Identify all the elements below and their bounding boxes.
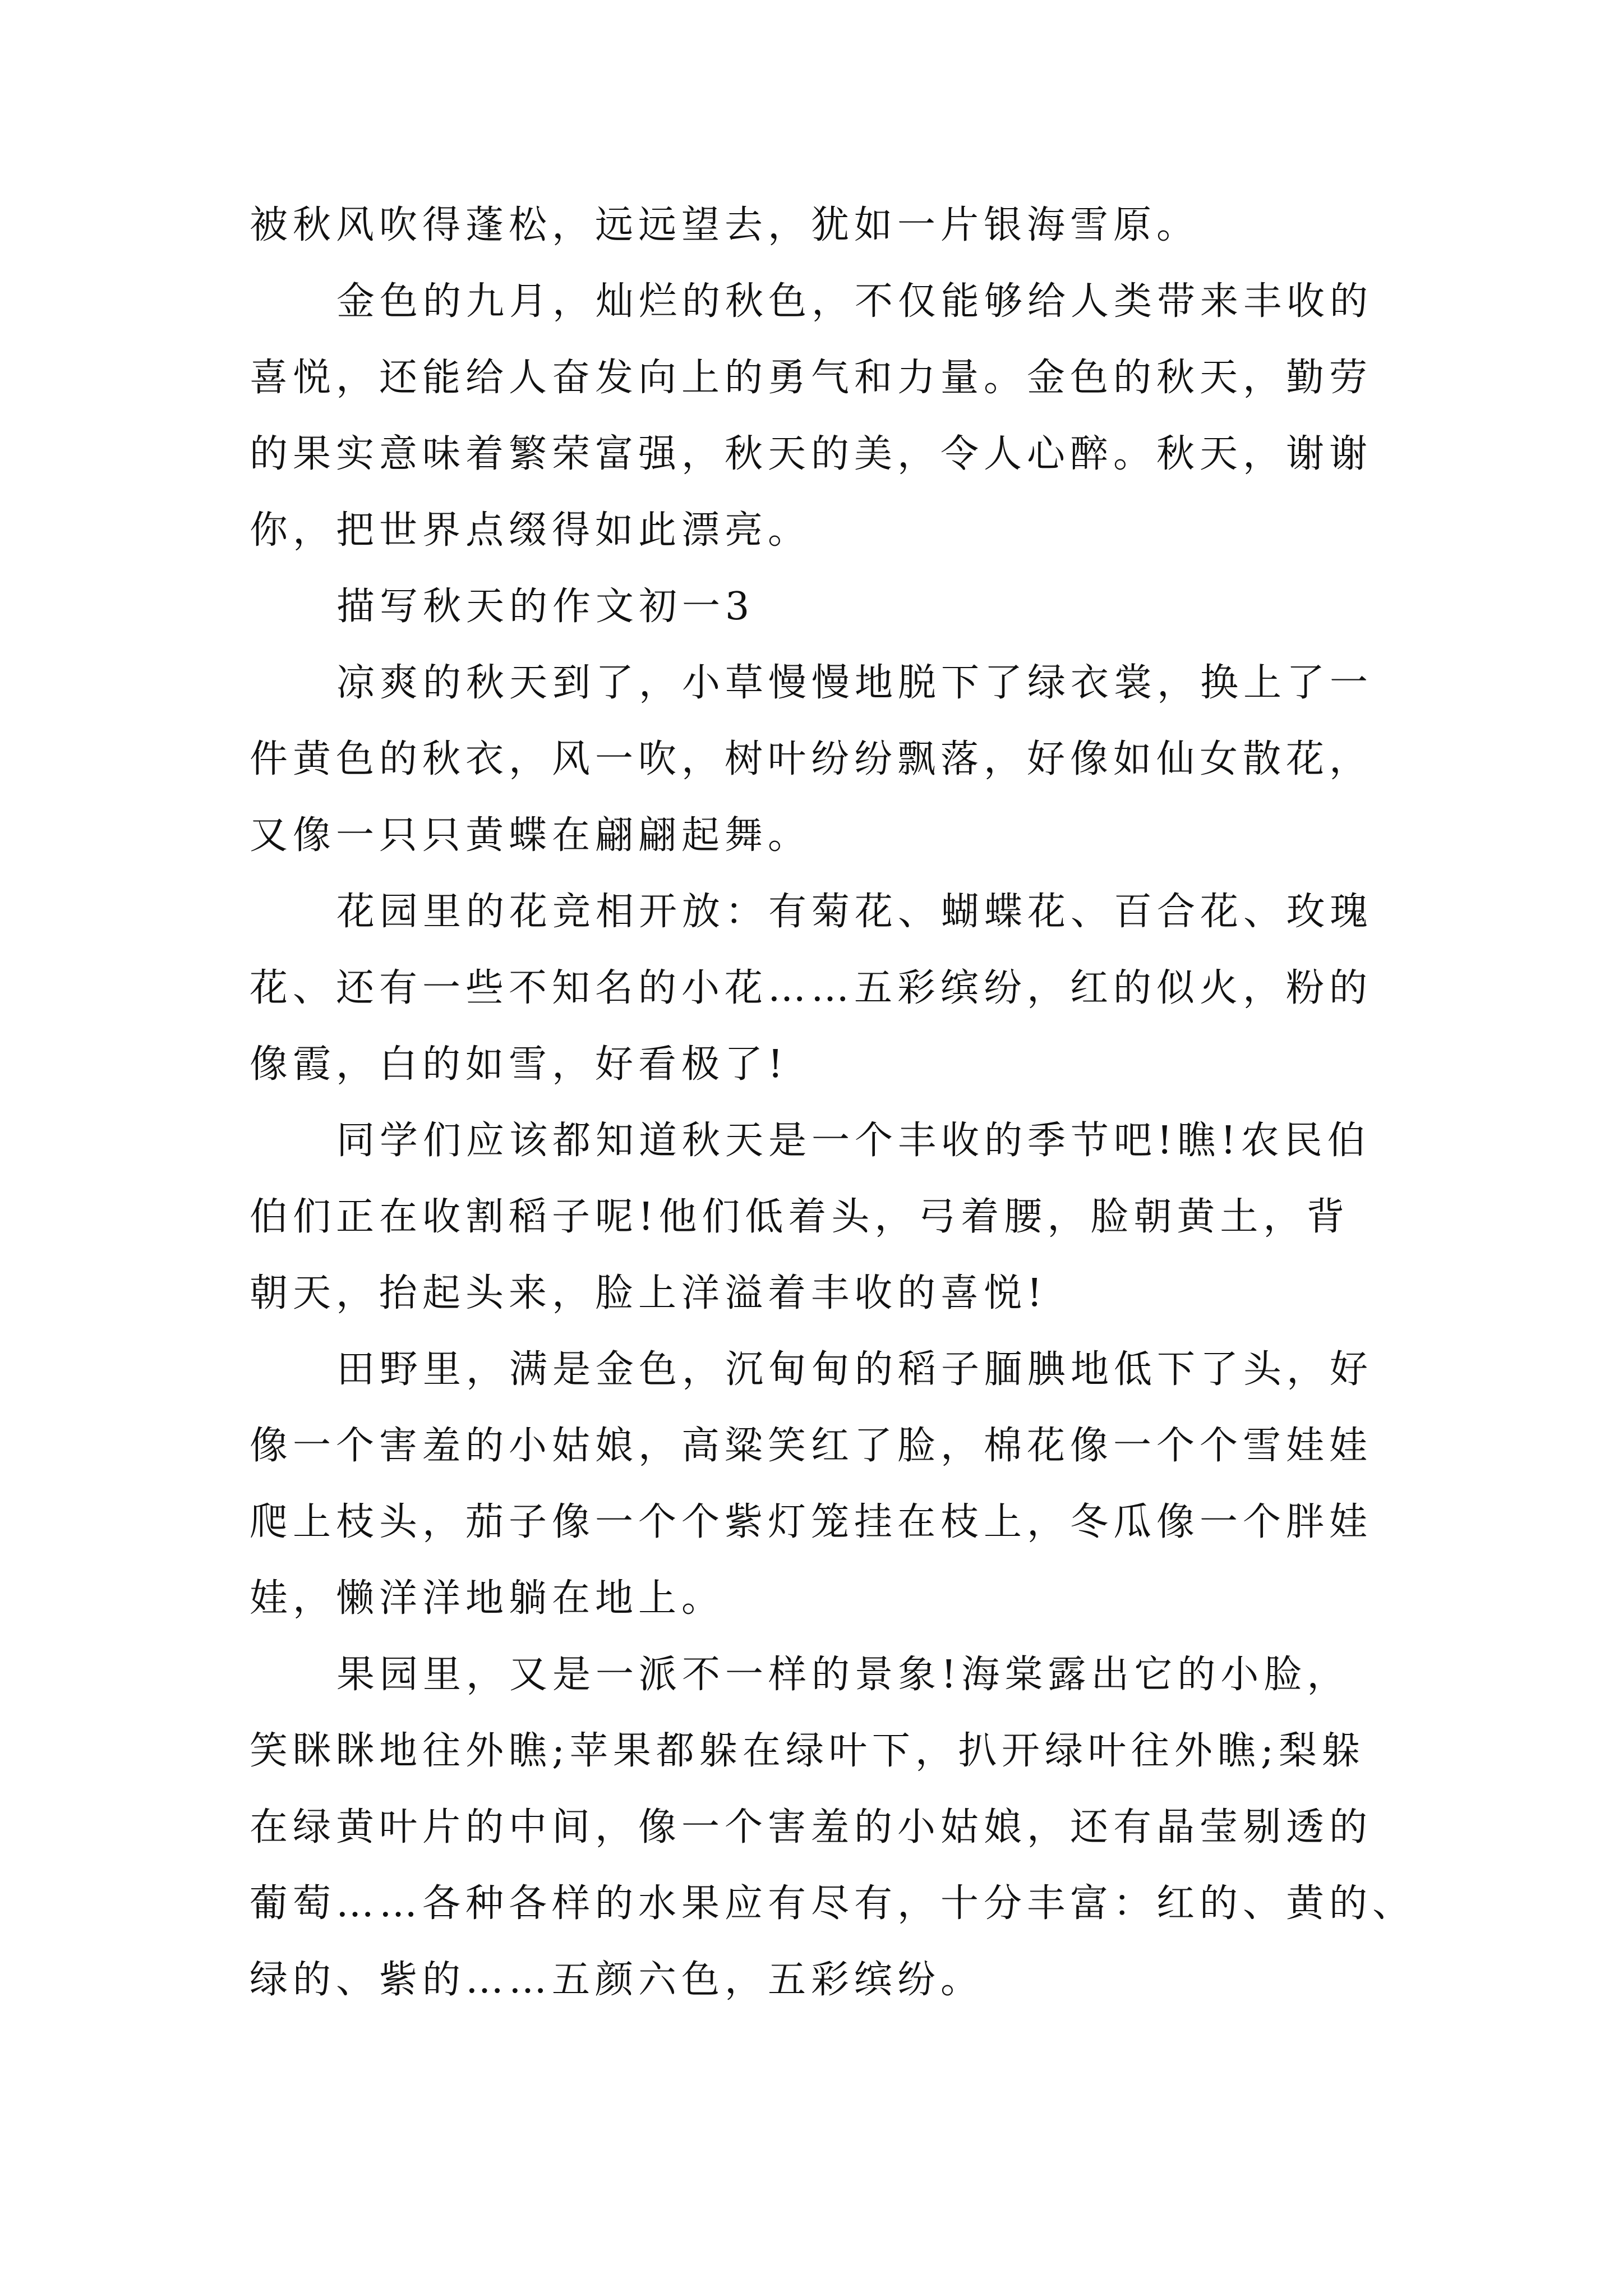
text-line: 葡萄……各种各样的水果应有尽有，十分丰富：红的、黄的、	[250, 1881, 1416, 1926]
paragraph-first-line: 花园里的花竞相开放：有菊花、蝴蝶花、百合花、玫瑰	[336, 890, 1373, 934]
text-line: 像一个害羞的小姑娘，高粱笑红了脸，棉花像一个个雪娃娃	[250, 1424, 1373, 1468]
text-line: 朝天，抬起头来，脸上洋溢着丰收的喜悦!	[250, 1271, 1048, 1315]
text-line: 喜悦，还能给人奋发向上的勇气和力量。金色的秋天，勤劳	[250, 356, 1373, 400]
text-line: 件黄色的秋衣，风一吹，树叶纷纷飘落，好像如仙女散花，	[250, 737, 1373, 781]
paragraph-first-line: 果园里，又是一派不一样的景象!海棠露出它的小脸，	[336, 1653, 1350, 1697]
text-line: 又像一只只黄蝶在翩翩起舞。	[250, 813, 811, 858]
text-line: 在绿黄叶片的中间，像一个害羞的小姑娘，还有晶莹剔透的	[250, 1805, 1373, 1849]
paragraph-first-line: 同学们应该都知道秋天是一个丰收的季节吧!瞧!农民伯	[336, 1119, 1371, 1163]
text-line: 的果实意味着繁荣富强，秋天的美，令人心醉。秋天，谢谢	[250, 432, 1373, 476]
text-line: 被秋风吹得蓬松，远远望去，犹如一片银海雪原。	[250, 203, 1200, 247]
paragraph-first-line: 田野里，满是金色，沉甸甸的稻子腼腆地低下了头，好	[336, 1347, 1373, 1392]
paragraph-first-line: 凉爽的秋天到了，小草慢慢地脱下了绿衣裳，换上了一	[336, 661, 1373, 705]
section-heading: 描写秋天的作文初一3	[336, 585, 755, 629]
text-line: 你，把世界点缀得如此漂亮。	[250, 508, 811, 553]
text-line: 伯们正在收割稻子呢!他们低着头，弓着腰，脸朝黄土，背	[250, 1195, 1350, 1239]
paragraph-first-line: 金色的九月，灿烂的秋色，不仅能够给人类带来丰收的	[336, 279, 1373, 324]
text-line: 绿的、紫的……五颜六色，五彩缤纷。	[250, 1958, 984, 2002]
text-line: 像霞，白的如雪，好看极了!	[250, 1042, 789, 1087]
text-line: 花、还有一些不知名的小花……五彩缤纷，红的似火，粉的	[250, 966, 1373, 1010]
text-line: 笑眯眯地往外瞧;苹果都躲在绿叶下，扒开绿叶往外瞧;梨躲	[250, 1729, 1365, 1773]
text-line: 爬上枝头，茄子像一个个紫灯笼挂在枝上，冬瓜像一个胖娃	[250, 1500, 1373, 1544]
text-line: 娃，懒洋洋地躺在地上。	[250, 1576, 725, 1621]
